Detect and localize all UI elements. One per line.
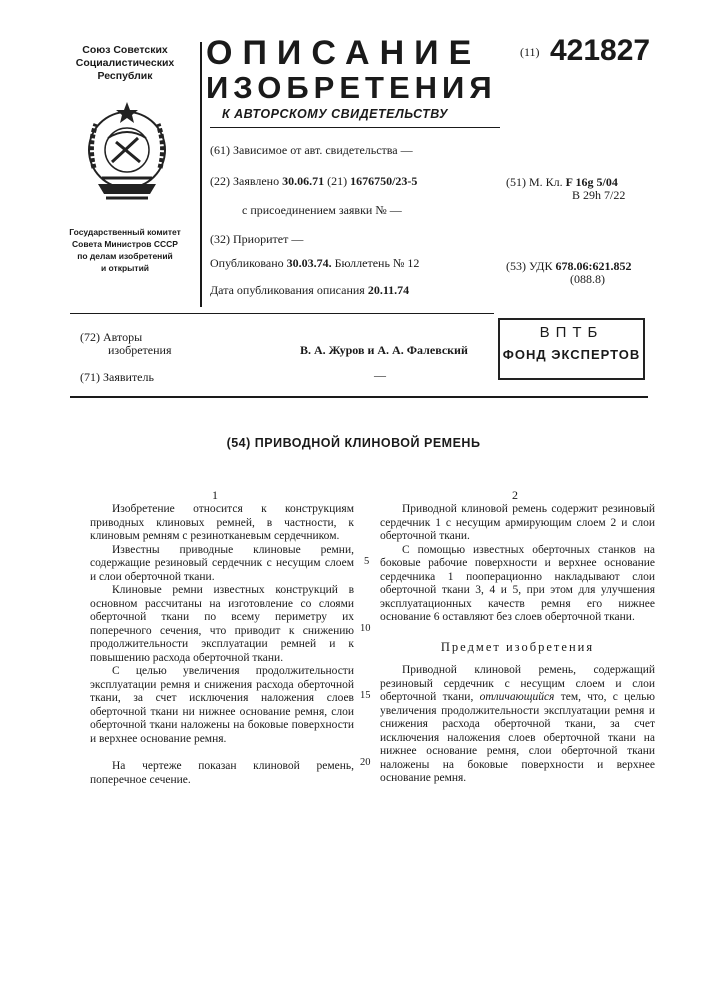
application-number: 1676750/23-5 (350, 174, 417, 188)
committee-line-4: и открытий (55, 262, 195, 274)
library-stamp (498, 318, 645, 380)
applicant-value: — (374, 368, 386, 383)
stamp-line-1: ВПТБ (500, 324, 643, 341)
org-line-1: Союз Советских (60, 44, 190, 57)
header-divider (200, 42, 202, 307)
description-date-label: Дата опубликования описания (210, 283, 365, 297)
paragraph: Приводной клиновой ремень содержит резиновый сердечник 1 с несущим армирующим слоем 2 и слои оберточной ткани. (380, 503, 655, 544)
ipc-class-1: F 16g 5/04 (566, 175, 618, 189)
claim-part-2: тем, что, с целью увеличения продолжительности эксплуатации ремня и снижения расхода оберточной ткани, за счет исключения наложения слоев оберточной ткани на нижнее основание ремня, слои оберточной ткани наложены на боковые поверхности и верхнее основание ремня. (380, 691, 655, 784)
line-number: 10 (360, 623, 371, 634)
parties-rule (70, 396, 648, 398)
published-line (210, 256, 419, 271)
description-date: 20.11.74 (368, 283, 409, 297)
column-number-1: 1 (212, 488, 218, 503)
paragraph: Изобретение относится к конструкциям приводных клиновых ремней, в частности, к клиновым ремням с резинотканевым сердечником. (90, 503, 354, 544)
field-51-label: (51) М. Кл. (506, 175, 563, 189)
org-line-3: Республик (60, 70, 190, 83)
description-date-line (210, 283, 409, 298)
claims-text (380, 664, 655, 786)
filing-date: 30.06.71 (282, 174, 324, 188)
line-number: 5 (364, 556, 369, 567)
field-21-label: (21) (327, 174, 347, 188)
field-61: (61) Зависимое от авт. свидетельства — (210, 143, 413, 158)
applicant-label: (71) Заявитель (80, 370, 154, 385)
field-53 (506, 259, 631, 274)
field-32: (32) Приоритет — (210, 232, 303, 247)
claim-paragraph (380, 664, 655, 786)
udc-code-1: 678.06:621.852 (555, 259, 631, 273)
committee-line-2: Совета Министров СССР (55, 238, 195, 250)
line-number: 15 (360, 690, 371, 701)
committee-line-3: по делам изобретений (55, 250, 195, 262)
description-column-1 (90, 503, 354, 787)
subtitle-underline (210, 127, 500, 128)
udc-code-2: (088.8) (570, 272, 605, 287)
line-number: 20 (360, 757, 371, 768)
document-title: ОПИСАНИЕ (206, 34, 481, 72)
published-date: 30.03.74. (287, 256, 332, 270)
joined-application: с присоединением заявки № — (242, 203, 402, 218)
authors-names: В. А. Журов и А. А. Фалевский (300, 343, 468, 358)
paragraph: С помощью известных оберточных станков на боковые рабочие поверхности и верхнее основание сердечника 1 пооперационно накладывают слои оберточной ткани 3, 4 и 5, при этом для улучшения эксплуатационных качеств ремня его нижнее основание 6 оставляют без слоев оберточной ткани. (380, 544, 655, 625)
authors-label-2: изобретения (108, 343, 171, 358)
committee-line-1: Государственный комитет (55, 226, 195, 238)
claims-heading: Предмет изобретения (380, 640, 655, 655)
ipc-class-2: B 29h 7/22 (572, 188, 625, 203)
field-53-label: (53) УДК (506, 259, 552, 273)
paragraph: На чертеже показан клиновой ремень, поперечное сечение. (90, 760, 354, 787)
patent-number-code: (11) (520, 45, 540, 60)
claim-emphasis: отличающийся (480, 691, 555, 703)
patent-number: 421827 (550, 34, 650, 68)
column-number-2: 2 (512, 488, 518, 503)
state-committee (55, 226, 195, 274)
issuing-country (60, 44, 190, 83)
bulletin: Бюллетень № 12 (335, 256, 420, 270)
claim-part-1: Приводной клиновой ремень, содержащий резиновый сердечник с несущим слоем и слои оберточной ткани, (380, 664, 655, 703)
authors-label: (72) Авторы (80, 330, 142, 345)
ussr-emblem-icon (80, 98, 174, 210)
stamp-line-2: ФОНД ЭКСПЕРТОВ (500, 347, 643, 362)
paragraph: С целью увеличения продолжительности эксплуатации ремня и снижения расхода оберточной ткани, за счет исключения наложения слоев оберточной ткани ни нижнее основание ремня, слои оберточной ткани наложены на боковые поверхности и верхнее основание ремня. (90, 665, 354, 746)
paragraph: Клиновые ремни известных конструкций в основном рассчитаны на изготовление со слоями оберточной ткани по всему периметру их поперечного сечения, что приводит к снижению продолжительности эксплуатации ремней и к повышению расхода оберточной ткани. (90, 584, 354, 665)
header-rule (70, 313, 494, 314)
description-column-2 (380, 503, 655, 625)
paragraph: Известны приводные клиновые ремни, содержащие резиновый сердечник с несущим слоем и слои оберточной ткани. (90, 544, 354, 585)
published-label: Опубликовано (210, 256, 284, 270)
org-line-2: Социалистических (60, 57, 190, 70)
invention-title: (54) ПРИВОДНОЙ КЛИНОВОЙ РЕМЕНЬ (0, 436, 707, 450)
document-subtitle: К АВТОРСКОМУ СВИДЕТЕЛЬСТВУ (222, 107, 448, 121)
field-22-label: (22) Заявлено (210, 174, 279, 188)
document-title-2: ИЗОБРЕТЕНИЯ (206, 70, 497, 106)
field-22-21 (210, 174, 417, 189)
